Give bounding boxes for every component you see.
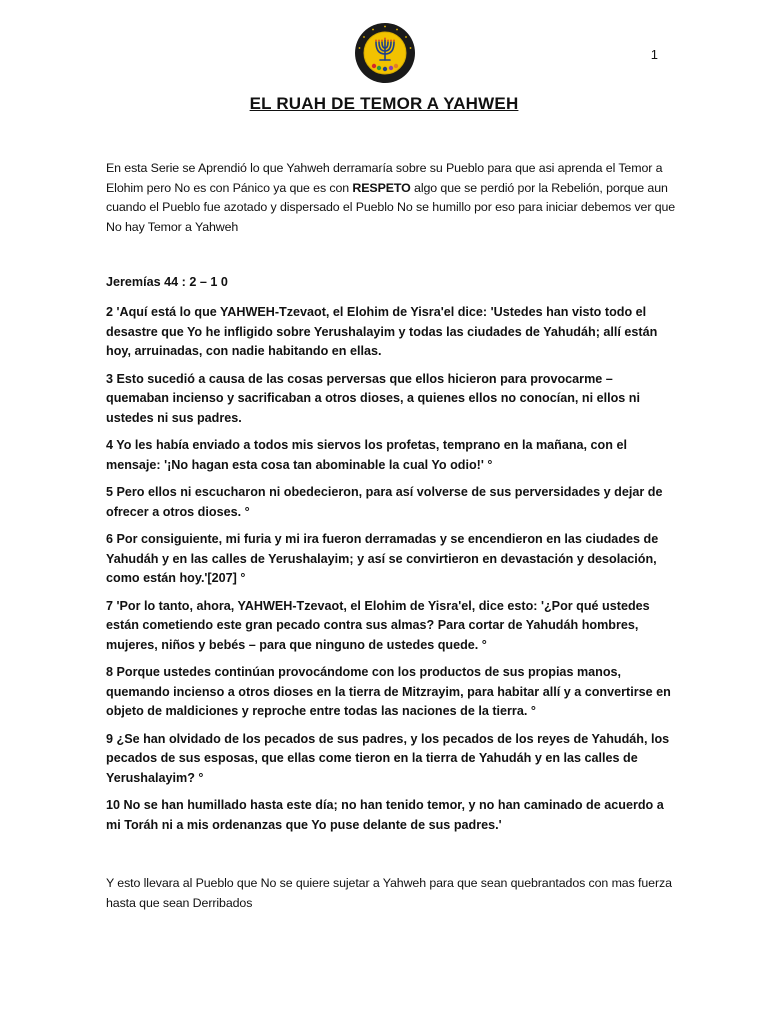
closing-paragraph: Y esto llevara al Pueblo que No se quiere sujetar a Yahweh para que sean quebrantados con mas fuerza hasta que sean Derribados (106, 876, 672, 910)
verse-7: 7 'Por lo tanto, ahora, YAHWEH-Tzevaot, el Elohim de Yisra'el, dice esto: '¿Por qué ustedes están cometiendo este gran pecado contra sus almas? Para cortar de Yahudáh hombres, mujeres, niños y bebés – para que ninguno de ustedes quede. ° (106, 598, 650, 652)
verse-3: 3 Esto sucedió a causa de las cosas perversas que ellos hicieron para provocarme – quemaban incienso y sacrificaban a otros dioses, a quienes ellos no conocían, ni ellos ni ustedes ni sus padres. (106, 371, 640, 425)
intro-emphasis: RESPETO (352, 180, 411, 195)
document-title: EL RUAH DE TEMOR A YAHWEH (249, 94, 519, 113)
verse-2: 2 'Aquí está lo que YAHWEH-Tzevaot, el Elohim de Yisra'el dice: 'Ustedes han visto todo el desastre que Yo he infligido sobre Yerushalayim y todas las ciudades de Yahudáh; allí están hoy, arruinadas, con nadie habitando en ellas. (106, 305, 658, 358)
verse-10: 10 No se han humillado hasta este día; no han tenido temor, y no han caminado de acuerdo a mi Toráh ni a mis ordenanzas que Yo puse delante de sus padres.' (106, 798, 664, 832)
verse-6: 6 Por consiguiente, mi furia y mi ira fueron derramadas y se encendieron en las ciudades de Yahudáh y en las calles de Yerushalayim; y así se convirtieron en devastación y desolación, como están hoy.'[207] ° (106, 532, 659, 585)
verse-list (106, 303, 672, 843)
page-number: 1 (650, 47, 658, 62)
scripture-reference: Jeremías 44 : 2 – 1 0 (106, 275, 228, 289)
intro-text-part2: algo que se perdió por la Rebelión, porque aun cuando el Pueblo fue azotado y dispersado el Pueblo No se humillo por eso para iniciar debemos ver que No hay Temor a Yahweh (106, 180, 676, 234)
verse-5: 5 Pero ellos ni escucharon ni obedecieron, para así volverse de sus perversidades y dejar de ofrecer a otros dioses. ° (106, 485, 663, 519)
verse-4: 4 Yo les había enviado a todos mis siervos los profetas, temprano en la mañana, con el mensaje: '¡No hagan esta cosa tan abominable la cual Yo odio!' ° (106, 438, 627, 472)
intro-text-part1: En esta Serie se Aprendió lo que Yahweh derramaría sobre su Pueblo para que asi aprenda el Temor a Elohim pero No es con Pánico ya que es con (106, 161, 663, 195)
verse-9: 9 ¿Se han olvidado de los pecados de sus padres, y los pecados de los reyes de Yahudáh, los pecados de sus esposas, que ellas come tieron en la tierra de Yahudáh y en las calles de Yerushalayim? ° (106, 731, 670, 785)
intro-paragraph (106, 159, 676, 237)
menorah-seal-logo-icon (354, 22, 416, 84)
verse-8: 8 Porque ustedes continúan provocándome con los productos de sus propias manos, quemando incienso a otros dioses en la tierra de Mitzrayim, para habitar allí y a convertirse en objeto de maldiciones y reproche entre todas las naciones de la tierra. ° (106, 665, 671, 718)
